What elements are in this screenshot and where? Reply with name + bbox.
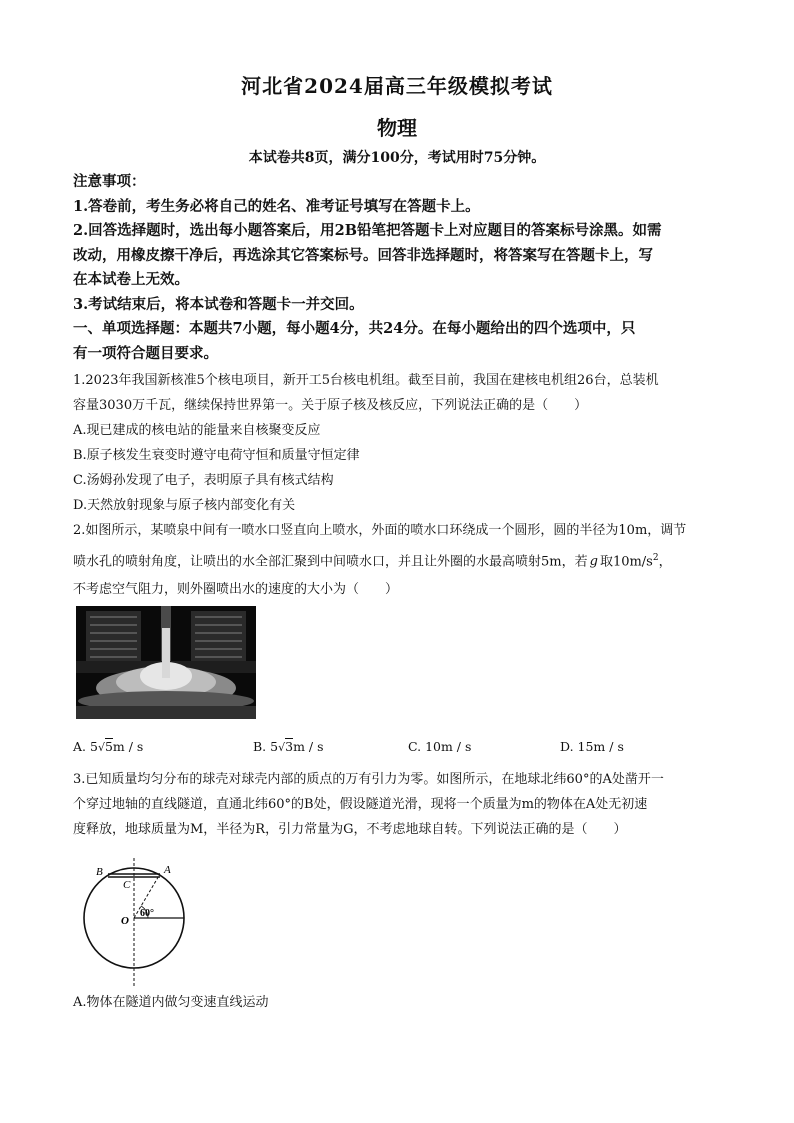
label-o: O xyxy=(121,915,129,927)
question-1-stem: 容量3030万千瓦，继续保持世界第一。关于原子核及核反应，下列说法正确的是（ ） xyxy=(73,398,588,413)
sqrt-sign: √ xyxy=(97,741,105,754)
notes-line: 2.回答选择题时，选出每小题答案后，用2B铅笔把答题卡上对应题目的答案标号涂黑。如需 xyxy=(73,222,662,239)
question-1-option-c: C.汤姆孙发现了电子，表明原子具有核式结构 xyxy=(73,473,334,488)
question-3 xyxy=(73,767,723,842)
question-3-stem: 度释放，地球质量为M，半径为R，引力常量为G，不考虑地球自转。下列说法正确的是（ ） xyxy=(73,822,627,837)
question-2-stem xyxy=(73,543,723,577)
option-b-unit: m / s xyxy=(293,739,324,754)
exam-title: 河北省2024届高三年级模拟考试 xyxy=(241,74,553,98)
option-a-unit: m / s xyxy=(112,739,144,754)
question-2-option-b xyxy=(253,739,324,754)
question-2-options xyxy=(73,739,723,759)
label-a: A xyxy=(164,864,171,876)
question-2-option-a xyxy=(73,739,143,754)
g-end: ， xyxy=(658,554,672,570)
question-3-option-a: A.物体在隧道内做匀变速直线运动 xyxy=(73,995,269,1010)
question-1-option-b: B.原子核发生衰变时遵守电荷守恒和质量守恒定律 xyxy=(73,448,360,463)
section-heading: 一、单项选择题：本题共7小题，每小题4分，共24分。在每小题给出的四个选项中，只 xyxy=(73,320,636,337)
fountain-photo xyxy=(76,606,256,719)
notes-line: 在本试卷上无效。 xyxy=(73,271,189,288)
earth-tunnel-diagram xyxy=(78,858,218,988)
question-1 xyxy=(73,368,723,518)
section-heading: 有一项符合题目要求。 xyxy=(73,344,218,362)
g-symbol: g xyxy=(589,554,598,570)
question-2-stem: 不考虑空气阻力，则外圈喷出水的速度的大小为（ ） xyxy=(73,582,399,598)
notes-block xyxy=(73,170,723,366)
g-value: 取10m/s xyxy=(599,554,653,570)
notes-heading: 注意事项： xyxy=(73,173,146,190)
question-1-stem: 1.2023年我国新核准5个核电项目，新开工5台核电机组。截至目前，我国在建核电机组26台，总装机 xyxy=(73,373,659,388)
option-a-radicand: 5 xyxy=(104,739,113,754)
question-3-stem: 个穿过地轴的直线隧道，直通北纬60°的B处，假设隧道光滑，现将一个质量为m的物体在A处无初速 xyxy=(73,797,648,812)
g-exponent: 2 xyxy=(652,553,659,563)
question-2-option-d: D. 15m / s xyxy=(560,739,624,754)
label-b: B xyxy=(96,866,103,878)
question-1-option-d: D.天然放射现象与原子核内部变化有关 xyxy=(73,498,296,513)
question-3-stem: 3.已知质量均匀分布的球壳对球壳内部的质点的万有引力为零。如图所示，在地球北纬60°的A处凿开一 xyxy=(73,772,664,787)
angle-label: 60° xyxy=(140,908,154,919)
sqrt-sign: √ xyxy=(278,741,286,754)
option-b-radicand: 3 xyxy=(285,739,294,754)
question-1-option-a: A.现已建成的核电站的能量来自核聚变反应 xyxy=(73,423,321,438)
notes-line: 1.答卷前，考生务必将自己的姓名、准考证号填写在答题卡上。 xyxy=(73,197,480,215)
option-b-coef: B. 5 xyxy=(253,739,279,754)
question-2-text: 喷水孔的喷射角度，让喷出的水全部汇聚到中间喷水口，并且让外圈的水最高喷射5m，若 xyxy=(73,554,588,570)
question-2-stem: 2.如图所示，某喷泉中间有一喷水口竖直向上喷水，外面的喷水口环绕成一个圆形，圆的半径为10m，调节 xyxy=(73,523,687,538)
notes-line: 改动，用橡皮擦干净后，再选涂其它答案标号。回答非选择题时，将答案写在答题卡上，写 xyxy=(73,246,653,264)
label-c: C xyxy=(123,879,131,891)
option-a-coef: A. 5 xyxy=(73,739,98,754)
notes-line: 3.考试结束后，将本试卷和答题卡一并交回。 xyxy=(73,295,364,313)
exam-info: 本试卷共8页，满分100分，考试用时75分钟。 xyxy=(248,150,546,166)
question-2 xyxy=(73,518,723,602)
question-2-option-c: C. 10m / s xyxy=(408,739,472,754)
subject-title: 物理 xyxy=(377,116,417,140)
